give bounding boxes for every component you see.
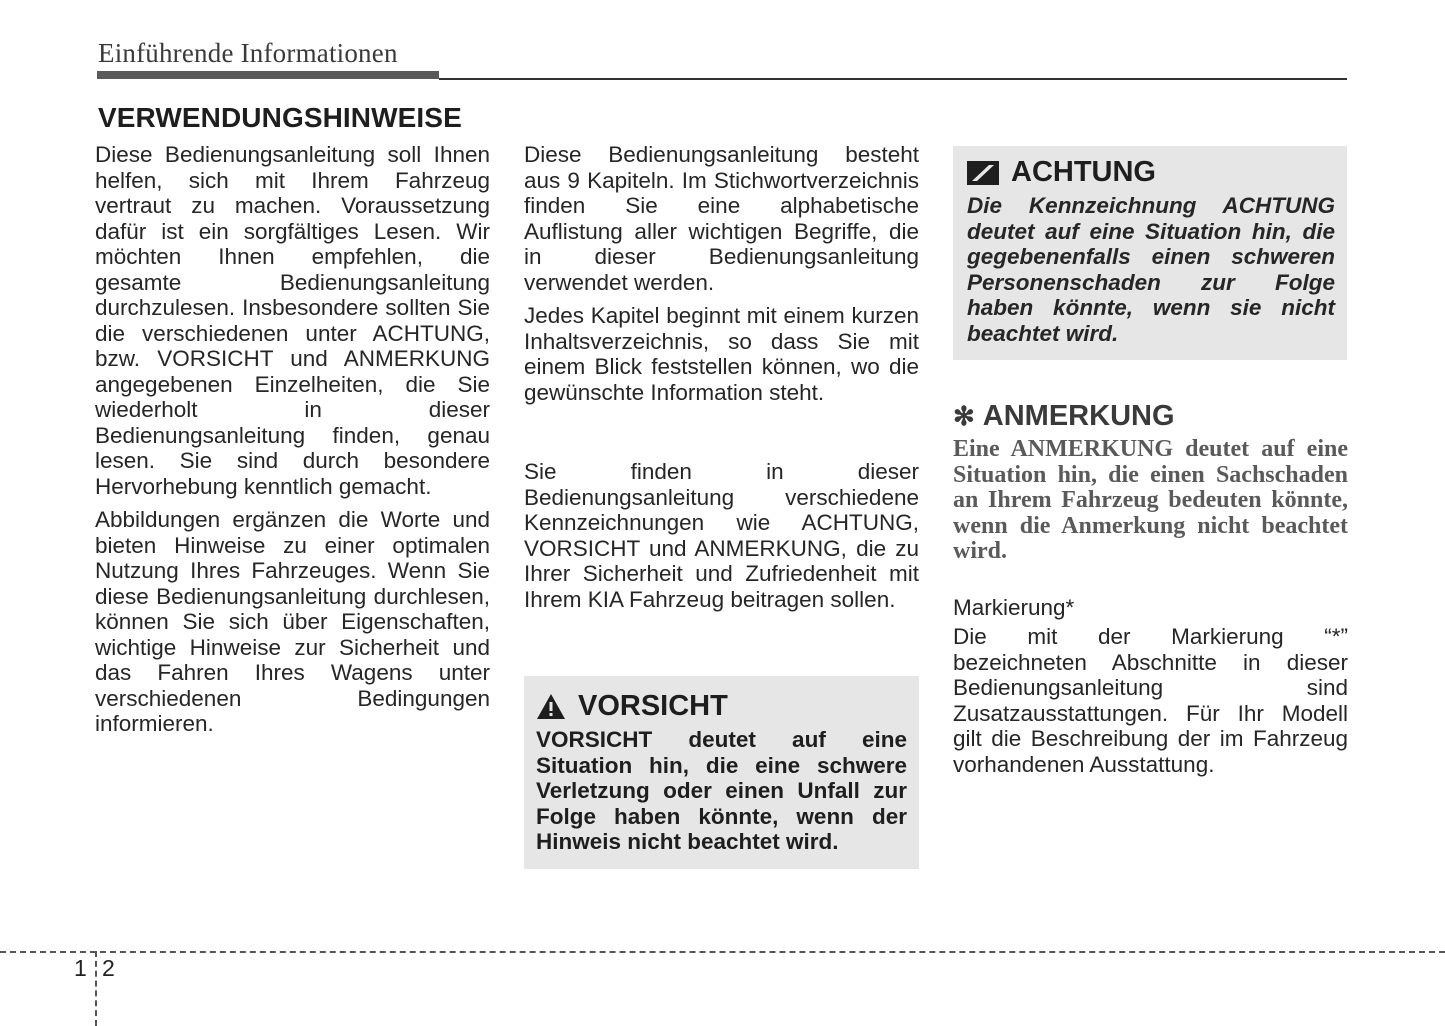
intro-paragraph: Diese Bedienungsanleitung soll Ihnen helfen, sich mit Ihrem Fahrzeug vertraut zu machen. Voraussetzung dafür ist ein sorgfältiges Lesen. Wir möchten Ihnen empfehlen, die gesamte Bedienungsanleitung durchzulesen. Insbesondere sollten Sie die verschiedenen unter ACHTUNG, bzw. VORSICHT und ANMERKUNG angegebenen Einzelheiten, die Sie wiederholt in dieser Bedienungsanleitung finden, genau lesen. Sie sind durch besondere Hervorhebung kenntlich gemacht. <box>95 142 490 499</box>
achtung-heading <box>967 156 1335 189</box>
vorsicht-box <box>524 676 919 869</box>
asterisk-icon: ✻ <box>953 401 975 431</box>
markierung-label: Markierung* <box>953 594 1075 620</box>
achtung-slash-icon <box>967 161 999 185</box>
anmerkung-heading <box>953 400 1348 433</box>
footer-dashed-rule <box>0 951 1445 953</box>
column-2 <box>524 142 919 620</box>
column-3 <box>953 146 1348 777</box>
achtung-box <box>953 146 1347 360</box>
markings-paragraph: Sie finden in dieser Bedienungsanleitung verschiedene Kennzeichnungen wie ACHTUNG, VORSICHT und ANMERKUNG, die zu Ihrer Sicherheit und Zufriedenheit mit Ihrem KIA Fahrzeug beitragen sollen. <box>524 459 919 612</box>
vorsicht-text: VORSICHT deutet auf eine Situation hin, die eine schwere Verletzung oder einen Unfall zur Folge haben könnte, wenn der Hinweis nicht beachtet wird. <box>536 727 907 854</box>
column-1 <box>95 142 490 745</box>
running-header: Einführende Informationen <box>98 38 398 68</box>
anmerkung-text: Eine ANMERKUNG deutet auf eine Situation hin, die einen Sachschaden an Ihrem Fahrzeug bedeuten könnte, wenn die Anmerkung nicht beachtet wird. <box>953 436 1348 564</box>
chapter-number: 1 <box>74 955 87 981</box>
section-heading: VERWENDUNGSHINWEISE <box>98 102 462 133</box>
anmerkung-title: ANMERKUNG <box>982 400 1175 432</box>
achtung-text: Die Kennzeichnung ACHTUNG deutet auf eine Situation hin, die gegebenenfalls einen schweren Personenschaden zur Folge haben könnte, wenn sie nicht beachtet wird. <box>967 193 1335 346</box>
footer-dashed-divider <box>95 951 97 1026</box>
vorsicht-heading <box>536 690 907 723</box>
achtung-title: ACHTUNG <box>1011 156 1156 188</box>
vorsicht-title: VORSICHT <box>578 690 728 722</box>
markierung-text: Die mit der Markierung “*” bezeichneten Abschnitte in dieser Bedienungsanleitung sind Zusatzausstattungen. Für Ihr Modell gilt die Beschreibung der im Fahrzeug vorhandenen Ausstattung. <box>953 624 1348 777</box>
warning-triangle-icon <box>536 693 566 720</box>
chapter-toc-paragraph: Jedes Kapitel beginnt mit einem kurzen Inhaltsverzeichnis, so dass Sie mit einem Blick feststellen können, wo die gewünschte Information steht. <box>524 303 919 405</box>
header-accent-bar <box>97 71 439 79</box>
page-number: 2 <box>102 955 115 981</box>
illustrations-paragraph: Abbildungen ergänzen die Worte und bieten Hinweise zu einer optimalen Nutzung Ihres Fahrzeuges. Wenn Sie diese Bedienungsanleitung durchlesen, können Sie sich über Eigenschaften, wichtige Hinweise zur Sicherheit und das Fahren Ihres Wagens unter verschiedenen Bedingungen informieren. <box>95 507 490 736</box>
chapters-paragraph: Diese Bedienungsanleitung besteht aus 9 Kapiteln. Im Stichwortverzeichnis finden Sie eine alphabetische Auflistung aller wichtigen Begriffe, die in dieser Bedienungsanleitung verwendet werden. <box>524 142 919 295</box>
header-rule <box>439 78 1347 80</box>
